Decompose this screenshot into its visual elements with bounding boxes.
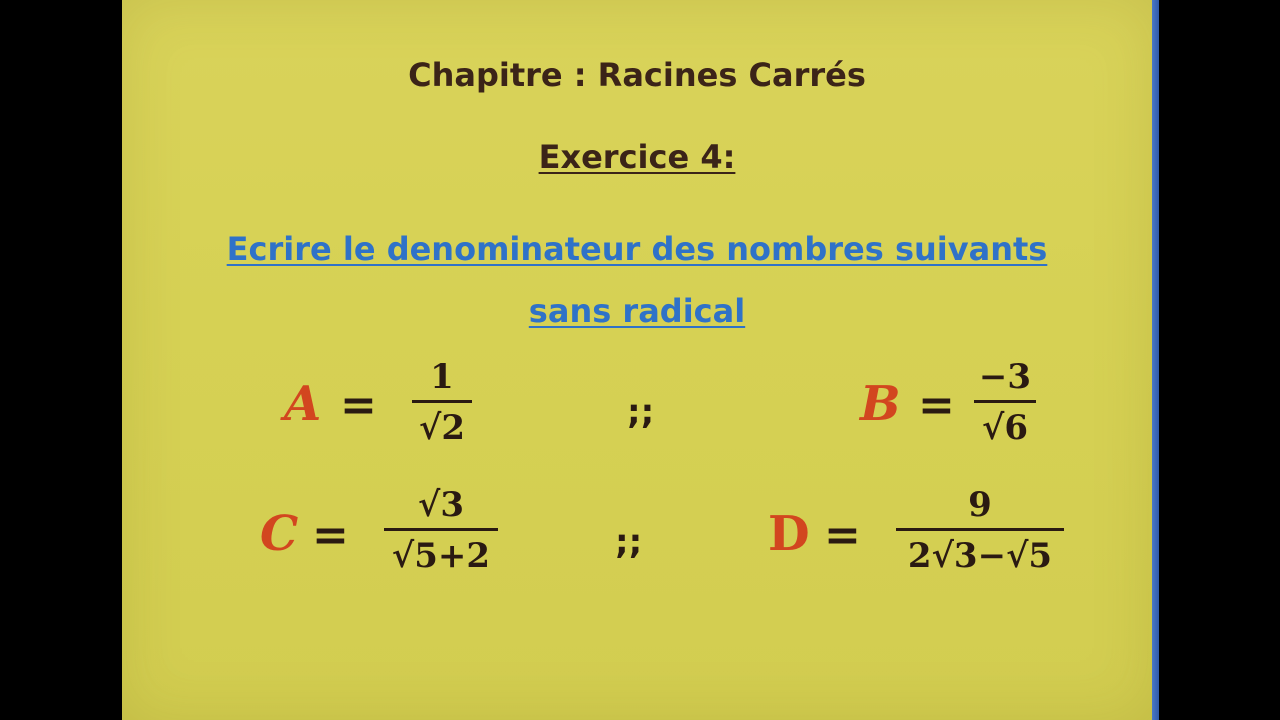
fraction-bar-d: [896, 528, 1064, 531]
equals-sign-d: =: [824, 510, 861, 561]
variable-a: A: [284, 376, 322, 432]
fraction-c: [384, 484, 498, 577]
equals-sign-c: =: [312, 510, 349, 561]
numerator-c: √3: [417, 485, 464, 525]
fraction-d: [896, 484, 1064, 577]
exercise-heading: [122, 138, 1152, 176]
denominator-b: √6: [981, 408, 1028, 448]
instruction-text: [122, 218, 1152, 342]
fraction-a: [412, 356, 472, 449]
variable-c: C: [260, 506, 299, 562]
variable-d: D: [768, 506, 810, 562]
instruction-line-2: sans radical: [528, 292, 746, 330]
exercise-label: Exercice 4:: [538, 138, 736, 176]
denominator-c: √5+2: [391, 536, 491, 576]
equals-sign-b: =: [918, 380, 955, 431]
separator-1: ;;: [627, 392, 655, 432]
denominator-d: 2√3−√5: [907, 536, 1053, 576]
separator-2: ;;: [615, 522, 643, 562]
variable-b: B: [860, 376, 901, 432]
numerator-d: 9: [968, 485, 992, 525]
numerator-b: −3: [978, 357, 1032, 397]
fraction-b: [974, 356, 1036, 449]
fraction-bar-a: [412, 400, 472, 403]
instruction-line-1: Ecrire le denominateur des nombres suivants: [226, 230, 1048, 268]
paper-edge: [1152, 0, 1159, 720]
chapter-title: Chapitre : Racines Carrés: [408, 56, 866, 94]
fraction-bar-c: [384, 528, 498, 531]
numerator-a: 1: [430, 357, 454, 397]
fraction-bar-b: [974, 400, 1036, 403]
paper-sheet: [122, 0, 1152, 720]
denominator-a: √2: [418, 408, 465, 448]
equals-sign-a: =: [340, 380, 377, 431]
